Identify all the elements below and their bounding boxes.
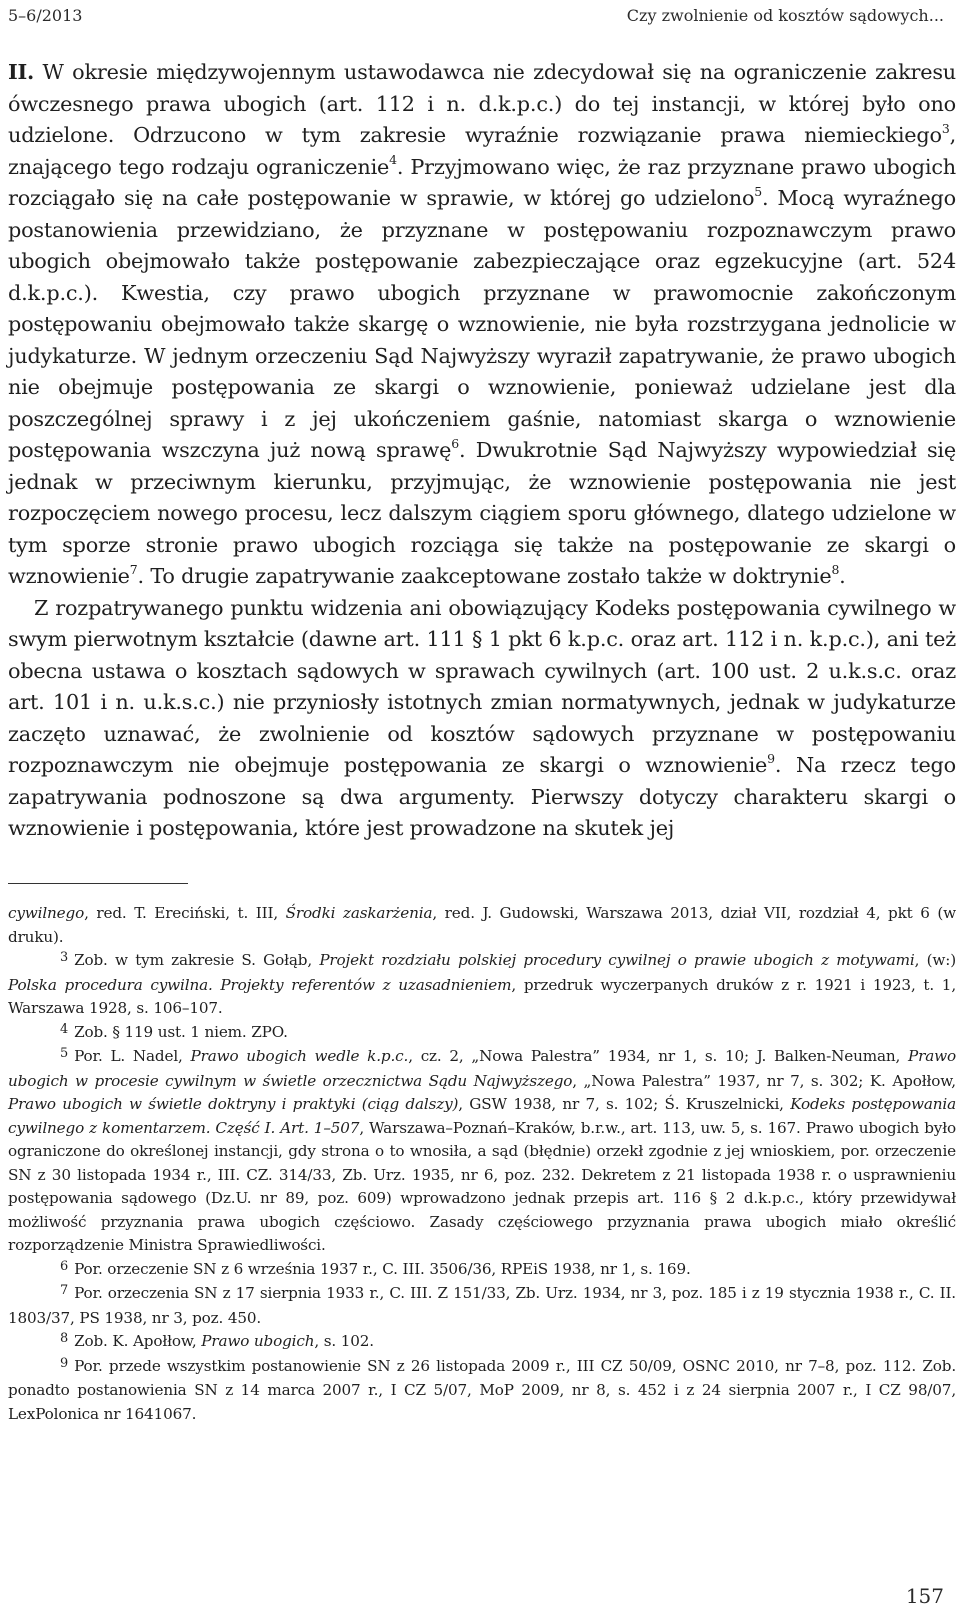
italic-run: cywilnego — [8, 904, 85, 922]
footnote-divider — [8, 883, 188, 884]
footnote-8 — [8, 1330, 956, 1355]
page-number: 157 — [905, 1584, 944, 1608]
italic-run: Kodeks postępowania cywilnego z komentarzem. Część I. Art. 1–507 — [8, 1095, 956, 1137]
footnote-number: 5 — [60, 1046, 69, 1061]
text-run: , red. T. Ereciński, t. III, — [84, 904, 286, 922]
footnote-5 — [8, 1045, 956, 1258]
footnote-ref: 9 — [767, 750, 775, 766]
paragraph-section-ii — [8, 56, 956, 593]
text-run: , s. 102. — [314, 1332, 374, 1350]
footnote-6 — [8, 1258, 956, 1283]
text-run: Por. L. Nadel, — [74, 1047, 191, 1065]
italic-run: Prawo ubogich w świetle doktryny i praktyki (ciąg dalszy) — [8, 1095, 459, 1113]
text-run: Por. orzeczenie SN z 6 września 1937 r., C. III. 3506/36, RPEiS 1938, nr 1, s. 169. — [74, 1259, 691, 1278]
text-run: Por. przede wszystkim postanowienie SN z 26 listopada 2009 r., III CZ 50/09, OSNC 2010, nr 7–8, poz. 112. Zob. ponadto postanowienia SN z 14 marca 2007 r., I CZ 5/07, MoP 2009, nr 8, s. 452 i z 24 sierpnia 2007 r., I CZ 98/07, LexPolonica nr 1641067. — [8, 1356, 956, 1423]
footnote-number: 6 — [60, 1258, 69, 1274]
footnote-number: 4 — [60, 1021, 69, 1037]
italic-run: Polska procedura cywilna. Projekty referentów z uzasadnieniem — [8, 975, 512, 994]
section-label: II. — [8, 59, 35, 84]
footnote-ref: 3 — [941, 120, 950, 136]
text-run: Z rozpatrywanego punktu widzenia ani obowiązujący Kodeks postępowania cywilnego w swym pierwotnym kształcie (dawne art. 111 § 1 pkt 6 k.p.c. oraz art. 112 i n. k.p.c.), ani też obecna ustawa o kosztach sądowych w sprawach cywilnych (art. 100 ust. 2 u.k.s.c. oraz art. 101 i n. u.k.s.c.) nie przyniosły istotnych zmian normatywnych, jednak w judykaturze zaczęto uznawać, że zwolnienie od kosztów sądowych przyznane w postępowaniu rozpoznawczym nie obejmuje postępowania ze skargi o wznowienie — [8, 595, 956, 777]
footnotes — [8, 902, 956, 1426]
text-run: , cz. 2, „Nowa Palestra” 1934, nr 1, s. 10; J. Balken-Neuman, — [408, 1047, 909, 1065]
running-title: Czy zwolnienie od kosztów sądowych... — [626, 5, 944, 25]
paragraph-2 — [8, 593, 956, 845]
footnote-ref: 7 — [129, 561, 138, 577]
issue-number: 5–6/2013 — [8, 5, 83, 25]
running-header — [8, 2, 944, 28]
footnote-continuation — [8, 902, 956, 949]
main-text — [8, 56, 956, 845]
text-run: W okresie międzywojennym ustawodawca nie zdecydował się na ograniczenie zakresu ówczesnego prawa ubogich (art. 112 i n. d.k.p.c.) do tej instancji, w której było ono udzielone. Odrzucono w tym zakresie wyraźnie rozwiązanie prawa niemieckiego — [8, 60, 956, 147]
text-run: , GSW 1938, nr 7, s. 102; Ś. Kruszelnicki, — [458, 1095, 791, 1113]
text-run: Zob. § 119 ust. 1 niem. ZPO. — [74, 1022, 288, 1041]
text-run: . Na rzecz tego zapatrywania podnoszone są dwa argumenty. Pierwszy dotyczy charakteru skargi o wznowienie i postępowania, które jest prowadzone na skutek jej — [8, 753, 956, 840]
text-run: . Dwukrotnie Sąd Najwyższy wypowiedział się jednak w przeciwnym kierunku, przyjmując, że wznowienie postępowania nie jest rozpoczęciem nowego procesu, lecz dalszym ciągiem sporu głównego, dlatego udzielone w tym sporze stronie prawo ubogich rozciąga się także na postępowanie ze skargi o wznowienie — [8, 438, 956, 588]
italic-run: Projekt rozdziału polskiej procedury cywilnej o prawie ubogich z motywami — [319, 951, 915, 969]
footnote-number: 8 — [60, 1331, 69, 1346]
text-run: , przedruk wyczerpanych druków z r. 1921 i 1923, t. 1, Warszawa 1928, s. 106–107. — [8, 975, 956, 1017]
footnote-3 — [8, 949, 956, 1021]
footnote-ref: 8 — [831, 561, 840, 577]
italic-run: Środki zaskarżenia — [285, 904, 433, 922]
footnote-ref: 5 — [754, 183, 762, 199]
footnote-number: 3 — [60, 950, 69, 965]
text-run: Zob. w tym zakresie S. Gołąb, — [74, 951, 320, 969]
text-run: . — [839, 564, 846, 588]
text-run: , znającego tego rodzaju ograniczenie — [8, 123, 956, 179]
italic-run: Prawo ubogich wedle k.p.c. — [190, 1047, 409, 1065]
italic-run: Prawo ubogich w procesie cywilnym w świetle orzecznictwa Sądu Najwyższego — [8, 1047, 956, 1090]
text-run: , Warszawa–Poznań–Kraków, b.r.w., art. 113, uw. 5, s. 167. Prawo ubogich było ograniczone do określonej instancji, gdy strona o to wnosiła, a sąd (błędnie) orzekł zgodnie z jej wnioskiem, por. orzeczenie SN z 30 listopada 1934 r., III. CZ. 314/33, Zb. Urz. 1935, nr 6, poz. 232. Dekretem z 21 listopada 1938 r. o usprawnieniu postępowania sądowego (Dz.U. nr 89, poz. 609) wprowadzono jednak przepis art. 116 § 2 d.k.p.c., który przewidywał możliwość przyznania prawa ubogich częściowo. Zasady częściowego przyznania prawa ubogich miało określić rozporządzenie Ministra Sprawiedliwości. — [8, 1118, 956, 1254]
footnote-number: 7 — [60, 1283, 69, 1298]
text-run: Por. orzeczenia SN z 17 sierpnia 1933 r., C. III. Z 151/33, Zb. Urz. 1934, nr 3, poz. 185 i z 19 stycznia 1938 r., C. II. 1803/37, PS 1938, nr 3, poz. 450. — [8, 1284, 956, 1327]
footnote-ref: 6 — [451, 435, 459, 451]
text-run: . Mocą wyraźnego postanowienia przewidziano, że przyznane w postępowaniu rozpoznawczym prawo ubogich obejmowało także postępowanie zabezpieczające oraz egzekucyjne (art. 524 d.k.p.c.). Kwestia, czy prawo ubogich przyznane w prawomocnie zakończonym postępowaniu obejmowało także skargę o wznowienie, nie była rozstrzygana jednolicie w judykaturze. W jednym orzeczeniu Sąd Najwyższy wyraził zapatrywanie, że prawo ubogich nie obejmuje postępowania ze skargi o wznowienie, ponieważ udzielane jest dla poszczególnej sprawy i z jej ukończeniem gaśnie, natomiast skarga o wznowienie postępowania wszczyna już nową sprawę — [8, 186, 956, 462]
footnote-7 — [8, 1282, 956, 1330]
footnote-ref: 4 — [389, 152, 397, 168]
italic-run: Prawo ubogich — [201, 1332, 315, 1350]
text-run: . To drugie zapatrywanie zaakceptowane zostało także w doktrynie — [137, 564, 832, 588]
footnote-number: 9 — [60, 1355, 69, 1371]
text-run: Zob. K. Apołłow, — [74, 1332, 202, 1350]
footnote-4 — [8, 1021, 956, 1046]
text-run: . Przyjmowano więc, że raz przyznane prawo ubogich rozciągało się na całe postępowanie w sprawie, w której go udzielono — [8, 154, 956, 210]
text-run: , „Nowa Palestra” 1937, nr 7, s. 302; K. Apołłow, — [572, 1071, 956, 1090]
text-run: , (w:) — [914, 951, 956, 969]
footnote-9 — [8, 1355, 956, 1427]
text-run: , red. J. Gudowski, Warszawa 2013, dział VII, rozdział 4, pkt 6 (w druku). — [8, 904, 956, 946]
